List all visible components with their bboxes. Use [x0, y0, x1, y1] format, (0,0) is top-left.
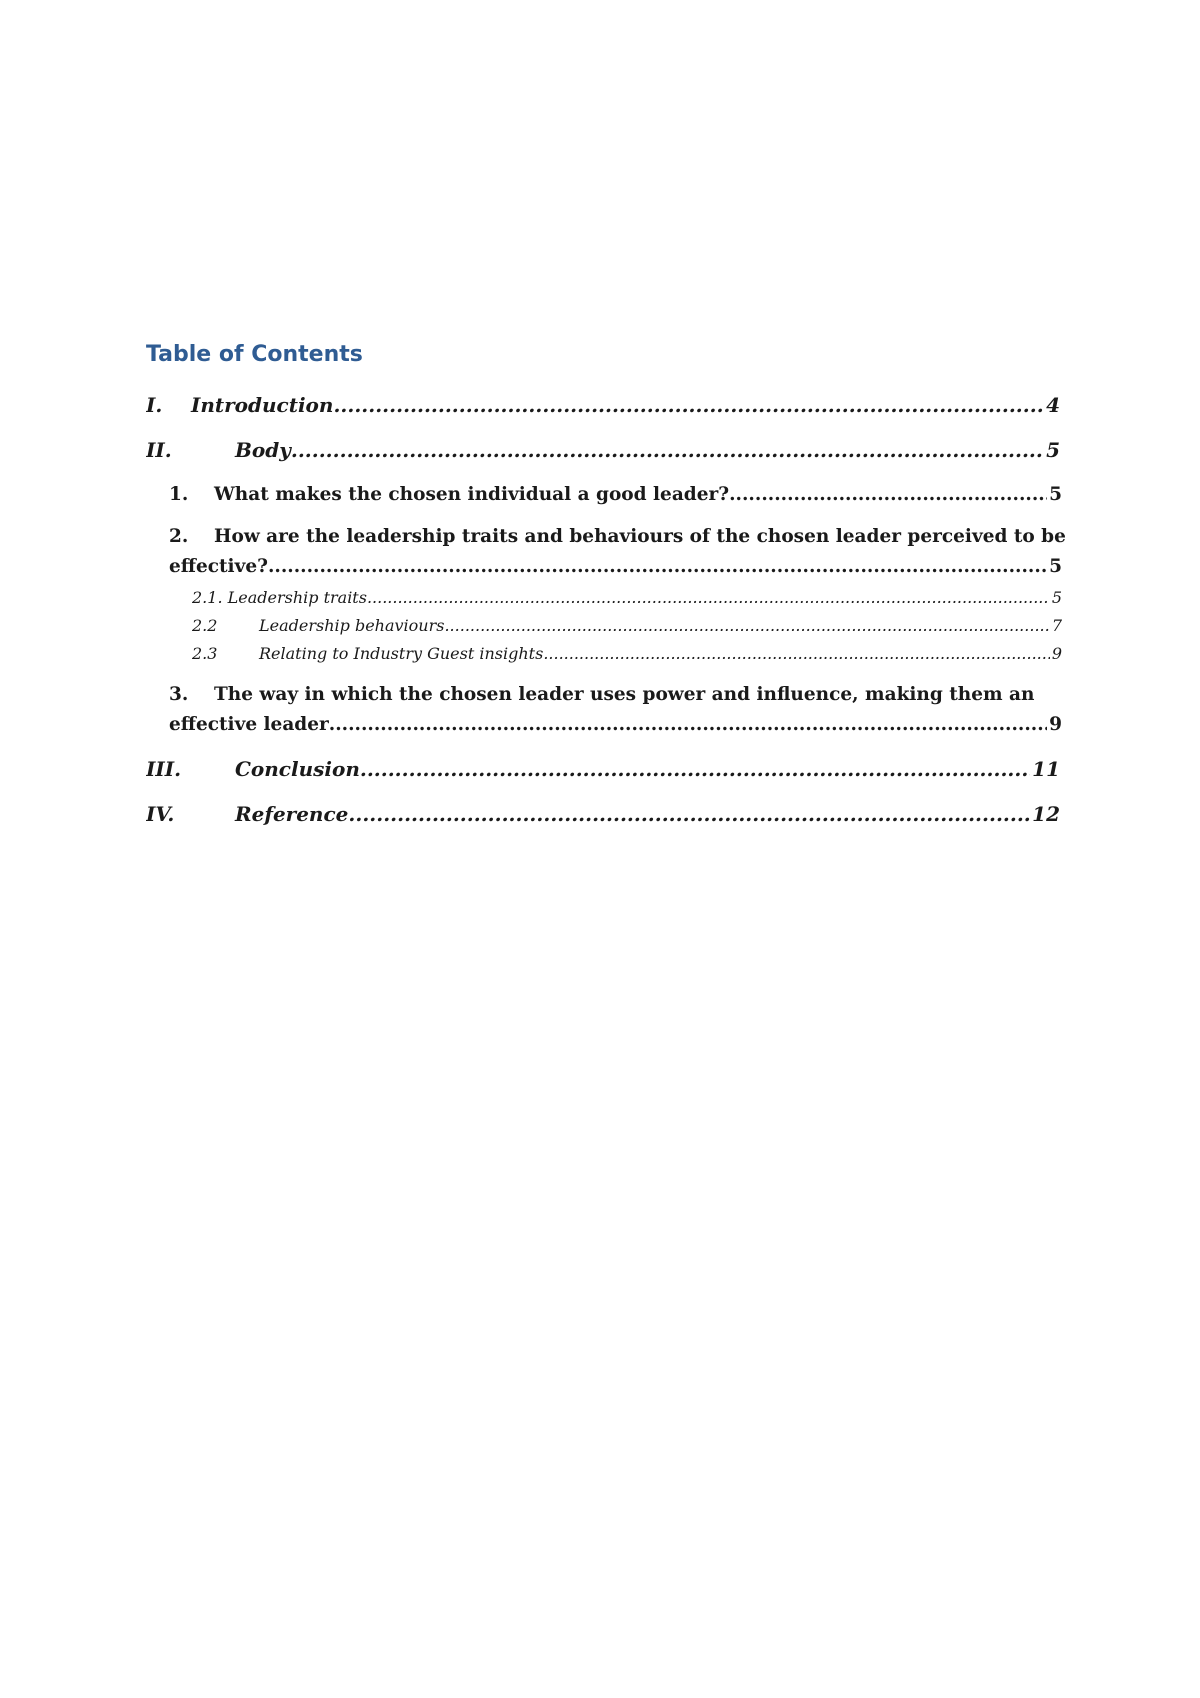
- toc-entry-title: Relating to Industry Guest insights: [259, 644, 544, 663]
- toc-entry-page: 5: [1049, 484, 1062, 505]
- toc-entry-page: 5: [1046, 438, 1060, 462]
- dot-leader: [444, 616, 1049, 635]
- toc-entry-page: 5: [1051, 588, 1062, 607]
- toc-entry-conclusion[interactable]: [146, 757, 1060, 781]
- toc-entry-title-continued: effective?: [169, 556, 268, 577]
- toc-entry-number: 2.: [169, 526, 189, 547]
- dot-leader: [333, 393, 1044, 417]
- toc-entry-number: I.: [146, 393, 163, 417]
- dot-leader: [268, 556, 1047, 577]
- toc-entry-page: 9: [1051, 644, 1062, 663]
- toc-entry-title: Body: [235, 438, 291, 462]
- dot-leader: [348, 802, 1030, 826]
- toc-entry-number: 1.: [169, 484, 189, 505]
- toc-entry-title: Leadership behaviours: [259, 616, 445, 635]
- toc-entry-number: II.: [146, 438, 172, 462]
- toc-entry-2-1[interactable]: [192, 588, 1062, 607]
- toc-entry-title: Conclusion: [235, 757, 360, 781]
- toc-entry-number: 3.: [169, 684, 189, 705]
- toc-entry-title: Reference: [235, 802, 349, 826]
- toc-entry-introduction[interactable]: [146, 393, 1060, 417]
- toc-entry-title: The way in which the chosen leader uses power and influence, making them an: [214, 684, 1035, 705]
- toc-entry-title: Introduction: [191, 393, 334, 417]
- dot-leader: [291, 438, 1044, 462]
- toc-entry-title-continued: effective leader: [169, 714, 329, 735]
- toc-entry-question-2-line1[interactable]: [169, 526, 1066, 547]
- toc-entry-number: 2.3: [192, 644, 218, 663]
- toc-entry-page: 4: [1046, 393, 1060, 417]
- toc-entry-question-3-line1[interactable]: [169, 684, 1034, 705]
- toc-heading: Table of Contents: [146, 342, 363, 367]
- toc-entry-2-2[interactable]: [192, 616, 1062, 635]
- toc-entry-2-3[interactable]: [192, 644, 1062, 663]
- toc-entry-title: What makes the chosen individual a good leader?: [214, 484, 730, 505]
- dot-leader: [729, 484, 1047, 505]
- toc-entry-reference[interactable]: [146, 802, 1060, 826]
- toc-entry-title: How are the leadership traits and behaviours of the chosen leader perceived to be: [214, 526, 1066, 547]
- toc-entry-body[interactable]: [146, 438, 1060, 462]
- dot-leader: [360, 757, 1030, 781]
- toc-entry-title: 2.1. Leadership traits: [192, 588, 367, 607]
- toc-entry-question-1[interactable]: [169, 484, 1062, 505]
- toc-entry-page: 12: [1032, 802, 1060, 826]
- toc-entry-number: III.: [146, 757, 182, 781]
- toc-entry-question-3-line2[interactable]: [169, 714, 1062, 735]
- toc-entry-question-2-line2[interactable]: [169, 556, 1062, 577]
- toc-entry-page: 11: [1032, 757, 1060, 781]
- dot-leader: [367, 588, 1050, 607]
- dot-leader: [543, 644, 1050, 663]
- toc-entry-page: 7: [1051, 616, 1062, 635]
- toc-entry-page: 5: [1049, 556, 1062, 577]
- toc-entry-number: IV.: [146, 802, 175, 826]
- dot-leader: [329, 714, 1047, 735]
- toc-entry-number: 2.2: [192, 616, 218, 635]
- toc-entry-page: 9: [1049, 714, 1062, 735]
